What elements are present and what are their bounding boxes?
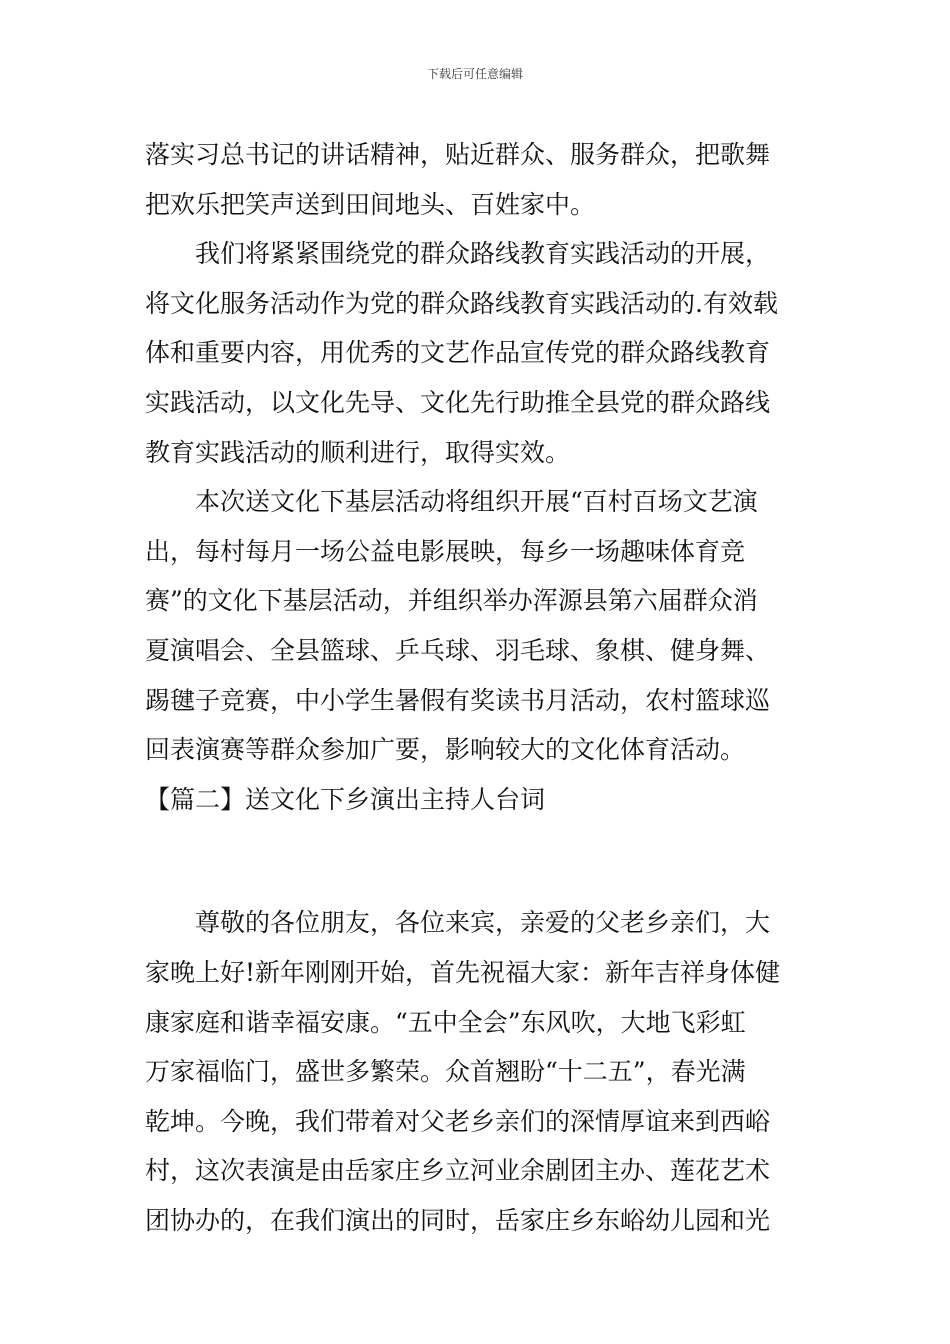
text-line: 万家福临门，盛世多繁荣。众首翘盼“十二五”，春光满 bbox=[145, 1057, 746, 1087]
text-line: 我们将紧紧围绕党的群众路线教育实践活动的开展， bbox=[195, 239, 771, 269]
text-line: 把欢乐把笑声送到田间地头、百姓家中。 bbox=[145, 189, 596, 219]
text-line: 教育实践活动的顺利进行，取得实效。 bbox=[145, 437, 571, 467]
text-line: 体和重要内容，用优秀的文艺作品宣传党的群众路线教育 bbox=[145, 338, 771, 368]
document-body bbox=[145, 130, 805, 1245]
text-line: 回表演赛等群众参加广要，影响较大的文化体育活动。 bbox=[145, 735, 746, 765]
text-line: 乾坤。今晚，我们带着对父老乡亲们的深情厚谊来到西峪 bbox=[145, 1106, 771, 1136]
text-line: 夏演唱会、全县篮球、乒乓球、羽毛球、象棋、健身舞、 bbox=[145, 635, 771, 665]
text-line: 赛”的文化下基层活动，并组织举办浑源县第六届群众消 bbox=[145, 586, 758, 616]
text-line: 村，这次表演是由岳家庄乡立河业余剧团主办、莲花艺术 bbox=[145, 1156, 771, 1186]
text-line: 家晚上好!新年刚刚开始，首先祝福大家：新年吉祥身体健 bbox=[145, 957, 781, 987]
text-line: 出，每村每月一场公益电影展映，每乡一场趣味体育竞 bbox=[145, 536, 746, 566]
text-line: 本次送文化下基层活动将组织开展“百村百场文艺演 bbox=[195, 487, 758, 517]
text-line: 团协办的，在我们演出的同时，岳家庄乡东峪幼儿园和光 bbox=[145, 1205, 771, 1235]
text-line: 实践活动，以文化先导、文化先行助推全县党的群众路线 bbox=[145, 387, 771, 417]
text-line: 踢毽子竞赛，中小学生暑假有奖读书月活动，农村篮球巡 bbox=[145, 685, 771, 715]
text-line: 尊敬的各位朋友，各位来宾，亲爱的父老乡亲们，大 bbox=[195, 908, 771, 938]
page-header: 下载后可任意编辑 bbox=[426, 67, 523, 81]
section-gap bbox=[145, 824, 805, 898]
section-heading: 【篇二】送文化下乡演出主持人台词 bbox=[145, 784, 546, 814]
text-line: 将文化服务活动作为党的群众路线教育实践活动的.有效载 bbox=[145, 288, 778, 318]
text-line: 落实习总书记的讲话精神，贴近群众、服务群众，把歌舞 bbox=[145, 140, 771, 169]
text-line: 康家庭和谐幸福安康。“五中全会”东风吹，大地飞彩虹 bbox=[145, 1007, 746, 1037]
